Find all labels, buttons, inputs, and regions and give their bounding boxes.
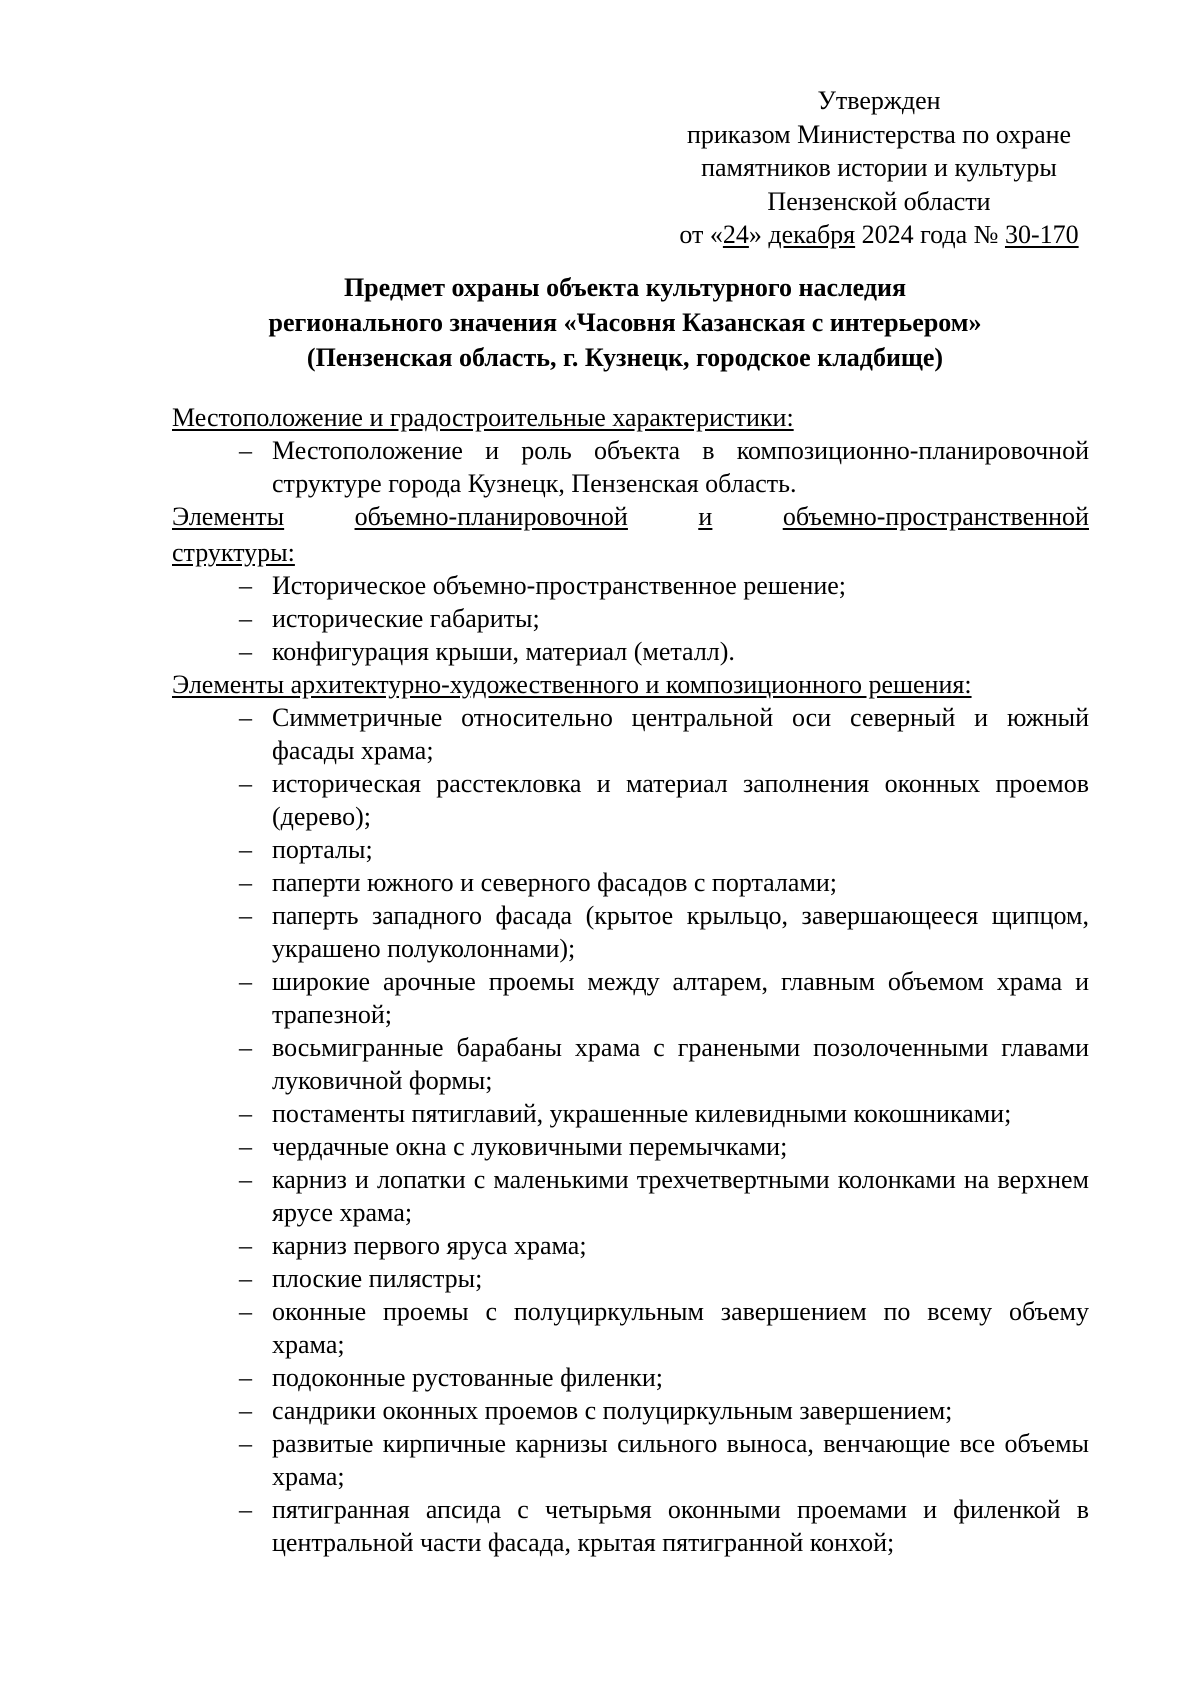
- bullet-dash: –: [239, 835, 252, 864]
- list-item: [172, 833, 1089, 866]
- bullet-dash: –: [239, 1396, 252, 1425]
- bullet-dash: –: [239, 1429, 252, 1458]
- list-item: [172, 1394, 1089, 1427]
- bullet-dash: –: [239, 637, 252, 666]
- bullet-dash: –: [239, 1297, 252, 1326]
- list-item-text: пятигранная апсида с четырьмя оконными проемами и филенкой в центральной части фасада, крытая пятигранной конхой;: [272, 1495, 1089, 1557]
- list-item: [172, 602, 1089, 635]
- location-list: [172, 434, 1089, 500]
- list-item-text: Симметричные относительно центральной оси северный и южный фасады храма;: [272, 703, 1089, 765]
- list-item-text: паперть западного фасада (крытое крыльцо, завершающееся щипцом, украшено полуколоннами);: [272, 901, 1089, 963]
- bullet-dash: –: [239, 901, 252, 930]
- bullet-dash: –: [239, 1231, 252, 1260]
- approval-line: приказом Министерства по охране: [686, 119, 1072, 149]
- bullet-dash: –: [239, 1363, 252, 1392]
- volume-list: [172, 569, 1089, 668]
- approval-line: Пензенской области: [767, 186, 991, 216]
- list-item-text: восьмигранные барабаны храма с гранеными позолоченными главами луковичной формы;: [272, 1033, 1089, 1095]
- list-item-text: историческая расстекловка и материал заполнения оконных проемов (дерево);: [272, 769, 1089, 831]
- approval-block: [640, 84, 1118, 252]
- list-item: [172, 1361, 1089, 1394]
- approval-line: Утвержден: [817, 86, 941, 115]
- list-item-text: широкие арочные проемы между алтарем, главным объемом храма и трапезной;: [272, 967, 1089, 1029]
- list-item-text: сандрики оконных проемов с полуциркульным завершением;: [272, 1396, 953, 1425]
- bullet-dash: –: [239, 1165, 252, 1194]
- bullet-dash: –: [239, 604, 252, 633]
- bullet-dash: –: [239, 1132, 252, 1161]
- title-line: регионального значения «Часовня Казанская с интерьером»: [268, 308, 982, 337]
- bullet-dash: –: [239, 1033, 252, 1062]
- list-item-text: карниз первого яруса храма;: [272, 1231, 587, 1260]
- list-item-text: чердачные окна с луковичными перемычками;: [272, 1132, 788, 1161]
- bullet-dash: –: [239, 1495, 252, 1524]
- list-item: [172, 767, 1089, 833]
- list-item-text: плоские пилястры;: [272, 1264, 483, 1293]
- bullet-dash: –: [239, 571, 252, 600]
- list-item: [172, 1229, 1089, 1262]
- heading-word: и: [698, 502, 713, 531]
- list-item: [172, 1130, 1089, 1163]
- approval-date-line: [640, 218, 1118, 252]
- document-title: [170, 270, 1080, 375]
- list-item-text: Историческое объемно-пространственное решение;: [272, 571, 846, 600]
- list-item-text: развитые кирпичные карнизы сильного выноса, венчающие все объемы храма;: [272, 1429, 1089, 1491]
- list-item: [172, 866, 1089, 899]
- list-item: [172, 965, 1089, 1031]
- title-line: Предмет охраны объекта культурного наследия: [343, 273, 907, 302]
- list-item: [172, 1262, 1089, 1295]
- bullet-dash: –: [239, 703, 252, 732]
- approval-month: декабря: [768, 220, 856, 249]
- bullet-dash: –: [239, 1264, 252, 1293]
- list-item: [172, 1427, 1089, 1493]
- list-item-text: постаменты пятиглавий, украшенные килевидными кокошниками;: [272, 1099, 1012, 1128]
- heading-word: Элементы: [172, 502, 285, 531]
- list-item-text: конфигурация крыши, материал (металл).: [272, 637, 735, 666]
- bullet-dash: –: [239, 967, 252, 996]
- list-item-text: оконные проемы с полуциркульным завершением по всему объему храма;: [272, 1297, 1089, 1359]
- section-heading-location: Местоположение и градостроительные характеристики:: [172, 403, 794, 432]
- section-heading-volume: [172, 500, 1089, 533]
- bullet-dash: –: [239, 769, 252, 798]
- list-item-text: исторические габариты;: [272, 604, 540, 633]
- title-line: (Пензенская область, г. Кузнецк, городское кладбище): [306, 343, 944, 372]
- heading-word: объемно-планировочной: [354, 502, 628, 531]
- list-item: [172, 434, 1089, 500]
- list-item: [172, 1163, 1089, 1229]
- year-text: 2024 года №: [855, 220, 1005, 249]
- list-item: [172, 1097, 1089, 1130]
- section-heading-architecture: Элементы архитектурно-художественного и композиционного решения:: [172, 670, 972, 699]
- bullet-dash: –: [239, 436, 252, 465]
- bullet-dash: –: [239, 1099, 252, 1128]
- list-item-text: порталы;: [272, 835, 373, 864]
- heading-word: объемно-пространственной: [782, 502, 1089, 531]
- bullet-dash: –: [239, 868, 252, 897]
- list-item: [172, 899, 1089, 965]
- list-item: [172, 1493, 1089, 1559]
- list-item: [172, 1031, 1089, 1097]
- date-prefix: от «: [679, 220, 723, 249]
- day-suffix: »: [748, 220, 769, 249]
- list-item-text: карниз и лопатки с маленькими трехчетвертными колонками на верхнем ярусе храма;: [272, 1165, 1089, 1227]
- list-item-text: подоконные рустованные филенки;: [272, 1363, 664, 1392]
- list-item: [172, 1295, 1089, 1361]
- list-item: [172, 635, 1089, 668]
- list-item: [172, 569, 1089, 602]
- approval-day: 24: [722, 220, 749, 249]
- list-item: [172, 701, 1089, 767]
- document-body: [172, 401, 1089, 1559]
- architecture-list: [172, 701, 1089, 1559]
- section-heading-volume-cont: структуры:: [172, 538, 295, 567]
- approval-number: 30-170: [1004, 220, 1079, 249]
- list-item-text: паперти южного и северного фасадов с порталами;: [272, 868, 838, 897]
- list-item-text: Местоположение и роль объекта в композиционно-планировочной структуре города Кузнецк, Пензенская область.: [272, 436, 1089, 498]
- approval-line: памятников истории и культуры: [701, 153, 1057, 182]
